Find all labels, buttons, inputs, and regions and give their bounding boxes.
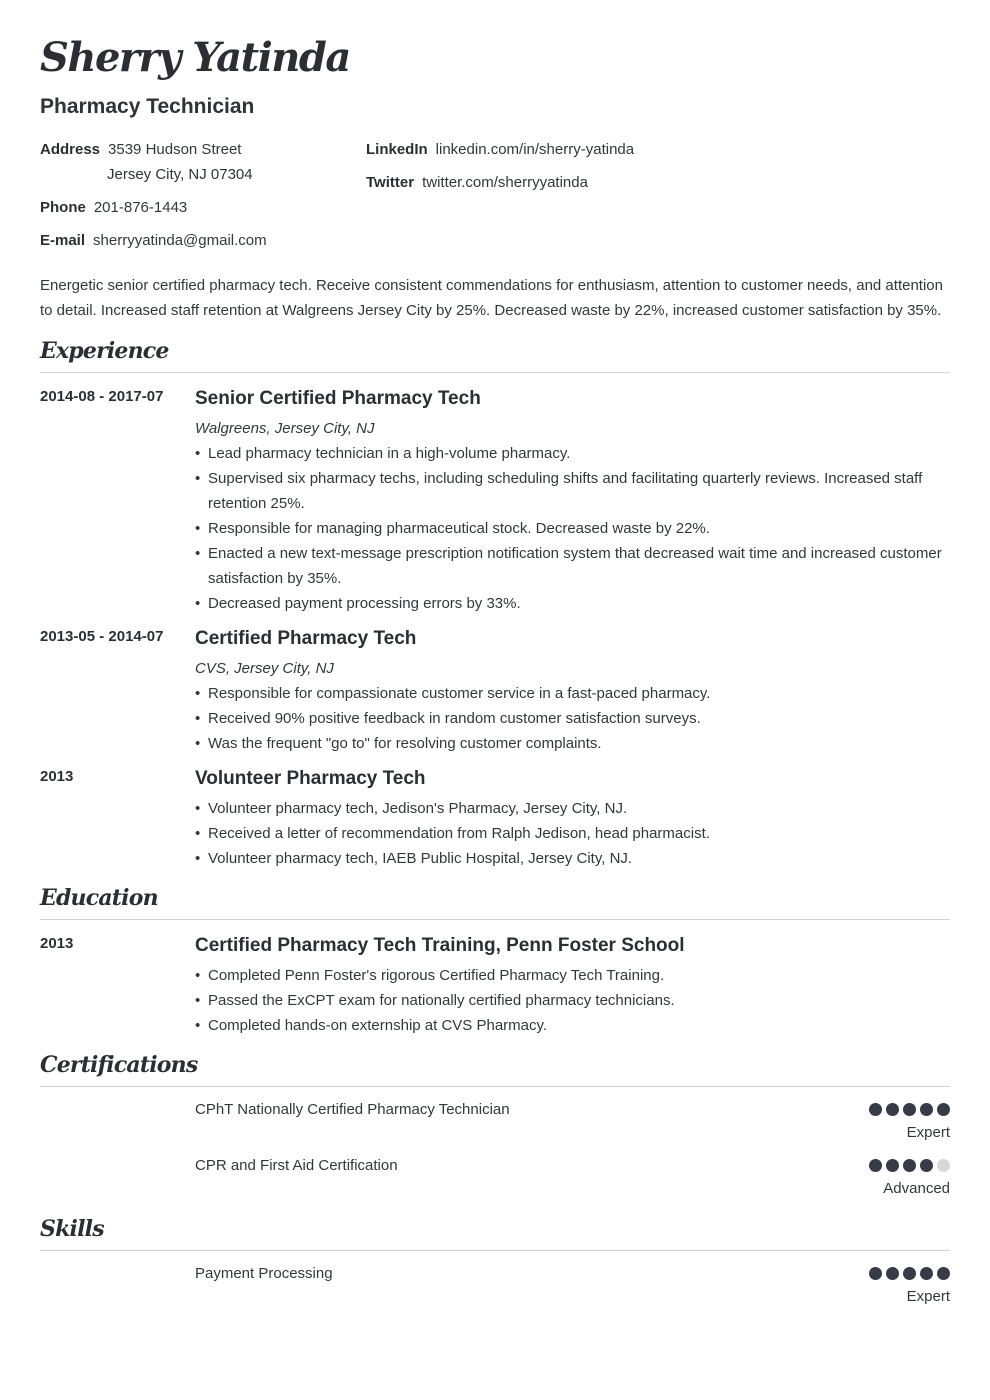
education-heading: Education [40,885,158,911]
rating-dot-filled [869,1159,882,1172]
phone-value: 201-876-1443 [93,199,188,216]
linkedin-value[interactable]: linkedin.com/in/sherry-yatinda [435,141,635,158]
experience-divider [40,372,950,373]
rating-dots [869,1159,950,1172]
certification-name: CPhT Nationally Certified Pharmacy Technician [195,1101,510,1118]
bullet-item: • Completed hands-on externship at CVS Pharmacy. [195,1013,950,1038]
bullet-item: • Volunteer pharmacy tech, IAEB Public Hospital, Jersey City, NJ. [195,846,950,871]
phone-row [40,195,187,220]
rating-dot-filled [886,1103,899,1116]
phone-label: Phone [40,199,86,216]
email-row [40,228,267,253]
skill-item [40,1261,950,1311]
bullet-item: • Was the frequent "go to" for resolving customer complaints. [195,731,950,756]
profile-summary: Energetic senior certified pharmacy tech. Receive consistent commendations for enthusiasm, attention to customer needs, and attention to detail. Increased staff retention at Walgreens Jersey City by 25%. Decreased waste by 22%, increased customer satisfaction by 35%. [40,277,943,319]
bullet-item: • Received 90% positive feedback in random customer satisfaction surveys. [195,706,950,731]
certification-item [40,1097,950,1147]
address-label: Address [40,141,101,158]
education-content [195,934,950,1038]
rating-dot-filled [937,1267,950,1280]
education-date: 2013 [40,935,74,952]
bullet-item: • Volunteer pharmacy tech, Jedison's Pharmacy, Jersey City, NJ. [195,796,950,821]
rating-dot-filled [886,1267,899,1280]
experience-title: Certified Pharmacy Tech [195,628,417,649]
experience-bullets [195,796,950,871]
skills-divider [40,1250,950,1251]
linkedin-label: LinkedIn [366,141,428,158]
experience-title: Senior Certified Pharmacy Tech [195,388,481,409]
experience-title: Volunteer Pharmacy Tech [195,768,426,789]
twitter-value[interactable]: twitter.com/sherryyatinda [422,174,588,191]
bullet-item: • Enacted a new text-message prescription notification system that decreased wait time and increased customer satisfaction by 35%. [195,541,950,591]
address-line-1: 3539 Hudson Street [108,141,242,158]
email-label: E-mail [40,232,86,249]
bullet-item: • Lead pharmacy technician in a high-volume pharmacy. [195,441,950,466]
bullet-item: • Passed the ExCPT exam for nationally certified pharmacy technicians. [195,988,950,1013]
job-title: Pharmacy Technician [40,95,255,118]
twitter-label: Twitter [366,174,415,191]
skills-heading: Skills [40,1216,104,1242]
twitter-row [366,170,588,195]
experience-date: 2013 [40,768,74,785]
bullet-item: • Received a letter of recommendation from Ralph Jedison, head pharmacist. [195,821,950,846]
certification-name: CPR and First Aid Certification [195,1157,398,1174]
rating-dot-filled [937,1103,950,1116]
rating-dot-filled [869,1103,882,1116]
experience-company: Walgreens, Jersey City, NJ [195,420,375,437]
email-value[interactable]: sherryyatinda@gmail.com [93,232,267,249]
rating-dot-filled [869,1267,882,1280]
bullet-item: • Supervised six pharmacy techs, including scheduling shifts and facilitating quarterly reviews. Increased staff retention 25%. [195,466,950,516]
experience-bullets [195,681,950,756]
address-row [40,137,241,162]
bullet-item: • Decreased payment processing errors by 33%. [195,591,950,616]
rating-dot-empty [937,1159,950,1172]
bullet-item: • Responsible for managing pharmaceutical stock. Decreased waste by 22%. [195,516,950,541]
rating-dots [869,1267,950,1280]
bullet-item: • Completed Penn Foster's rigorous Certified Pharmacy Tech Training. [195,963,950,988]
education-title: Certified Pharmacy Tech Training, Penn Foster School [195,935,685,956]
rating-dot-filled [920,1267,933,1280]
experience-bullets [195,441,950,616]
rating-level: Expert [906,1124,950,1141]
rating-level: Expert [906,1288,950,1305]
skill-name: Payment Processing [195,1265,333,1282]
experience-content [195,387,950,616]
rating-dot-filled [903,1267,916,1280]
experience-date: 2013-05 - 2014-07 [40,628,164,645]
rating-dots [869,1103,950,1116]
bullet-item: • Responsible for compassionate customer service in a fast-paced pharmacy. [195,681,950,706]
certifications-divider [40,1086,950,1087]
rating-dot-filled [903,1103,916,1116]
experience-content [195,767,950,871]
address-line-2: Jersey City, NJ 07304 [107,166,253,183]
rating-dot-filled [920,1159,933,1172]
linkedin-row [366,137,634,162]
candidate-name: Sherry Yatinda [40,34,350,81]
certifications-heading: Certifications [40,1052,198,1078]
experience-company: CVS, Jersey City, NJ [195,660,334,677]
certification-item [40,1153,950,1203]
education-divider [40,919,950,920]
rating-dot-filled [886,1159,899,1172]
rating-level: Advanced [883,1180,950,1197]
experience-date: 2014-08 - 2017-07 [40,388,164,405]
rating-dot-filled [920,1103,933,1116]
experience-heading: Experience [40,338,169,364]
experience-content [195,627,950,756]
rating-dot-filled [903,1159,916,1172]
education-bullets [195,963,950,1038]
